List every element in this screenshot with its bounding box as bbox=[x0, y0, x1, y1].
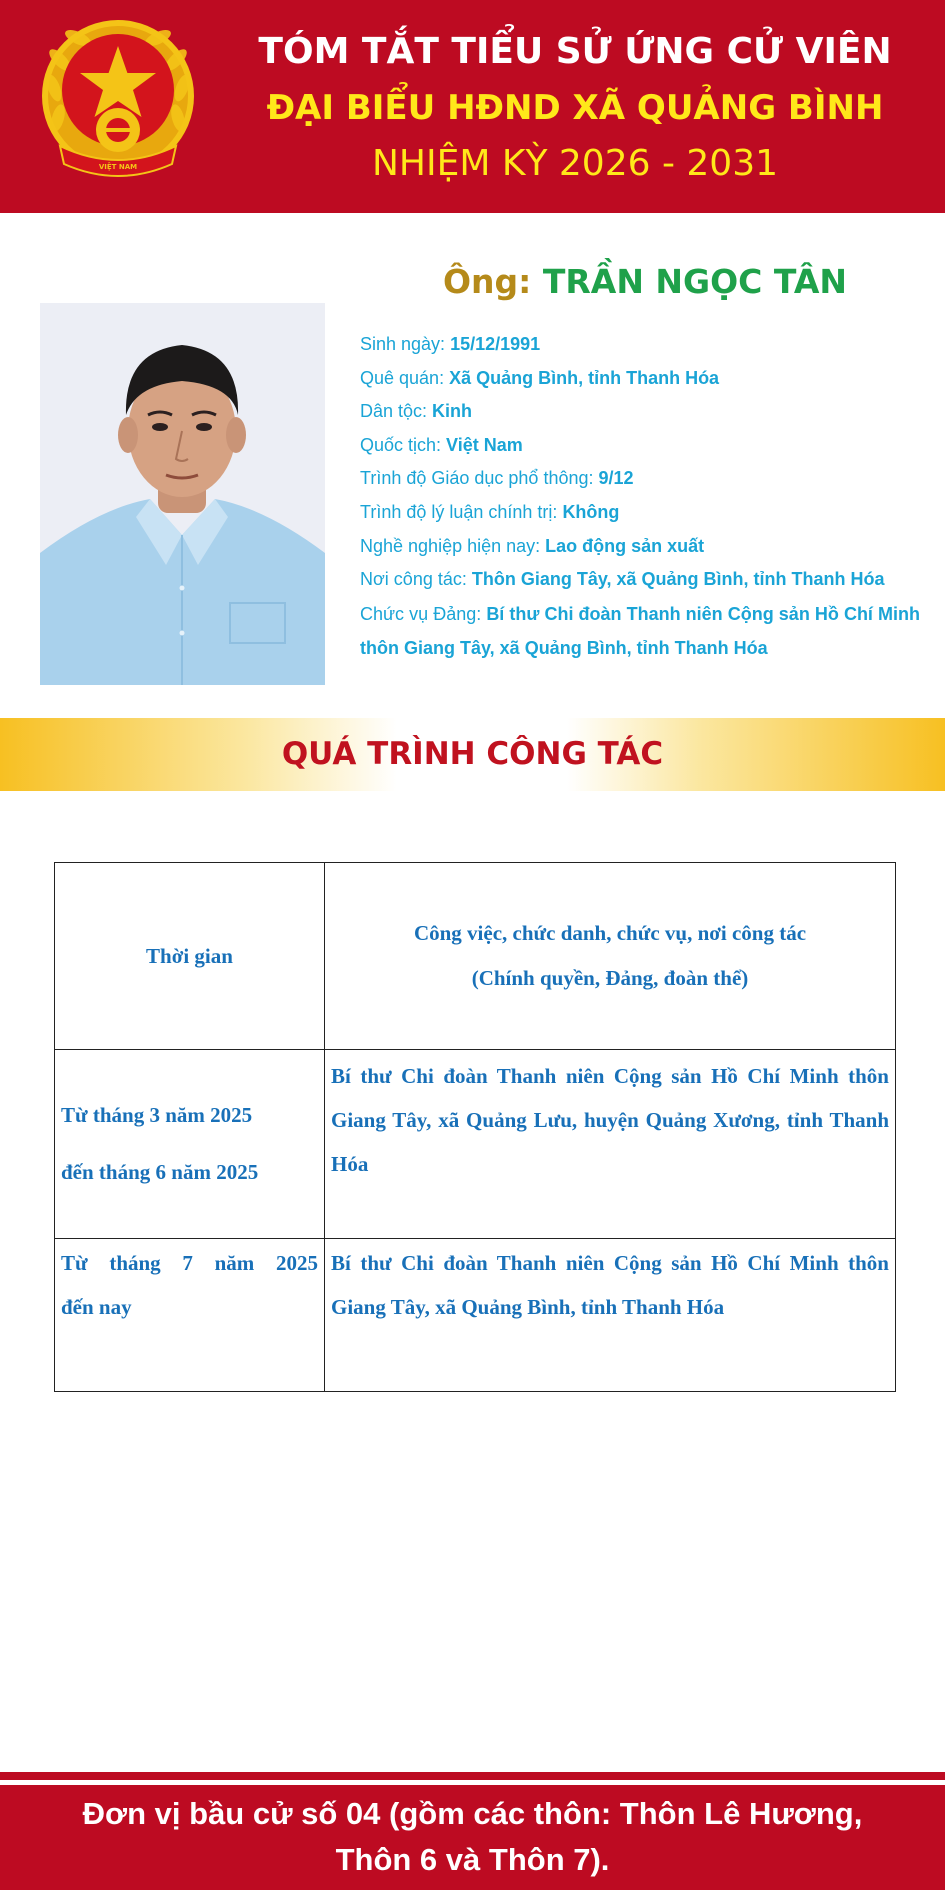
row-time: Từ tháng 3 năm 2025 đến tháng 6 năm 2025 bbox=[55, 1050, 325, 1239]
info-ethnicity: Dân tộc: Kinh bbox=[360, 401, 473, 422]
info-workplace: Nơi công tác: Thôn Giang Tây, xã Quảng Bình, tỉnh Thanh Hóa bbox=[360, 569, 885, 590]
term-label: NHIỆM KỲ 2026 - 2031 bbox=[371, 143, 779, 184]
info-education: Trình độ Giáo dục phổ thông: 9/12 bbox=[360, 468, 634, 489]
section-banner bbox=[0, 718, 945, 791]
table-row bbox=[55, 1239, 896, 1392]
header-banner bbox=[0, 0, 945, 213]
info-party-position: Chức vụ Đảng: Bí thư Chi đoàn Thanh niên Cộng sản Hồ Chí Minh thôn Giang Tây, xã Quảng Bình, tỉnh Thanh Hóa bbox=[360, 603, 920, 658]
candidate-name bbox=[360, 262, 930, 301]
table-row bbox=[55, 1050, 896, 1239]
row-job: Bí thư Chi đoàn Thanh niên Cộng sản Hồ Chí Minh thôn Giang Tây, xã Quảng Bình, tỉnh Thanh Hóa bbox=[325, 1239, 896, 1392]
doc-subtitle: ĐẠI BIỂU HĐND XÃ QUẢNG BÌNH bbox=[266, 88, 884, 128]
constituency-text: Đơn vị bầu cử số 04 (gồm các thôn: Thôn Lê Hương, Thôn 6 và Thôn 7). bbox=[82, 1796, 863, 1877]
section-title: QUÁ TRÌNH CÔNG TÁC bbox=[281, 736, 664, 772]
info-political-theory: Trình độ lý luận chính trị: Không bbox=[360, 501, 620, 522]
table-header-row bbox=[55, 863, 896, 1050]
row-job: Bí thư Chi đoàn Thanh niên Cộng sản Hồ Chí Minh thôn Giang Tây, xã Quảng Lưu, huyện Quảng Xương, tỉnh Thanh Hóa bbox=[325, 1050, 896, 1239]
footer-banner bbox=[0, 1785, 945, 1890]
national-emblem-icon bbox=[38, 18, 198, 182]
candidate-info bbox=[360, 328, 920, 665]
info-occupation: Nghề nghiệp hiện nay: Lao động sản xuất bbox=[360, 535, 705, 556]
row-time: Từ tháng 7 năm 2025 đến nay bbox=[55, 1239, 325, 1392]
info-nationality: Quốc tịch: Việt Nam bbox=[360, 434, 523, 455]
name-prefix: Ông: bbox=[442, 262, 532, 301]
portrait-photo bbox=[40, 303, 325, 685]
header-job-line2: (Chính quyền, Đảng, đoàn thể) bbox=[471, 966, 749, 990]
doc-title: TÓM TẮT TIỂU SỬ ỨNG CỬ VIÊN bbox=[258, 31, 892, 72]
info-birthdate: Sinh ngày: 15/12/1991 bbox=[360, 334, 541, 354]
work-history-table bbox=[54, 862, 896, 1392]
portrait-illustration bbox=[40, 303, 325, 685]
header-job bbox=[325, 863, 896, 1050]
header-time: Thời gian bbox=[55, 863, 325, 1050]
name-value: TRẦN NGỌC TÂN bbox=[542, 262, 847, 301]
header-job-line1: Công việc, chức danh, chức vụ, nơi công tác bbox=[413, 921, 807, 945]
header-titles bbox=[230, 24, 920, 192]
footer-divider bbox=[0, 1772, 945, 1780]
svg-text:VIỆT NAM: VIỆT NAM bbox=[98, 163, 138, 171]
info-hometown: Quê quán: Xã Quảng Bình, tỉnh Thanh Hóa bbox=[360, 367, 720, 388]
